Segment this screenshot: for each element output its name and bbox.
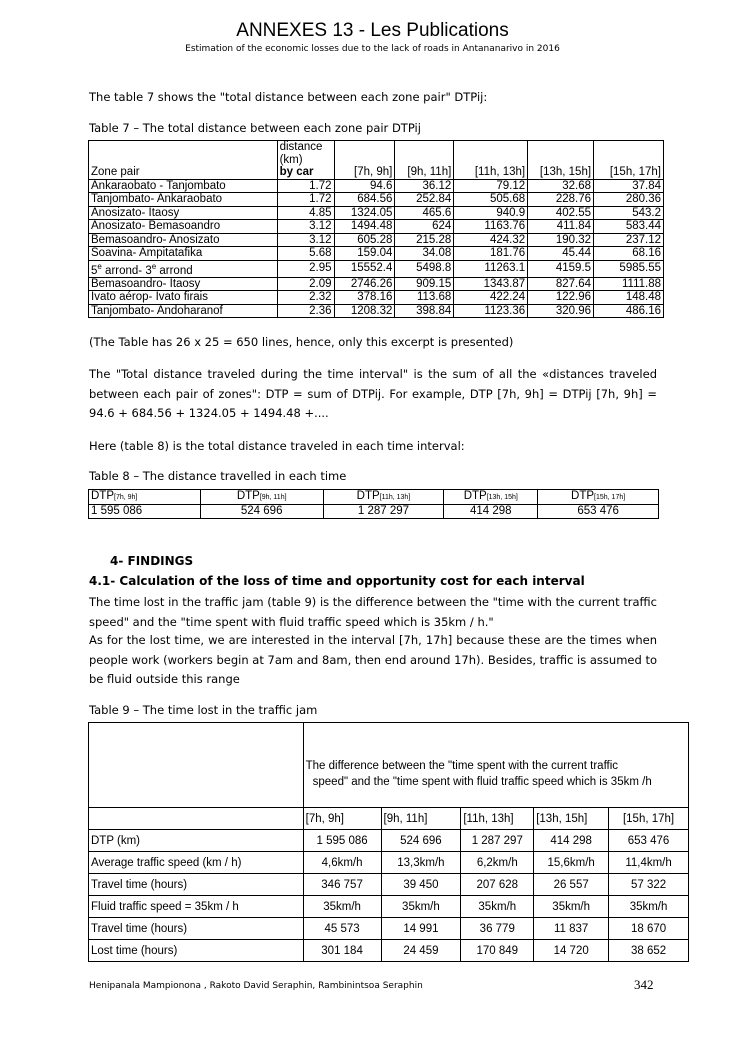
value-cell: 346 757 [303, 874, 381, 896]
value-cell: 38 652 [609, 940, 689, 962]
table9-header-row [89, 723, 689, 808]
interval-header: [15h, 17h] [609, 808, 689, 830]
interval-sub: [9h, 11h] [259, 494, 287, 501]
table9 [88, 722, 689, 962]
table7-header-car [277, 141, 334, 180]
value-cell: 57 322 [609, 874, 689, 896]
value-cell: 68.16 [594, 247, 664, 261]
table7-header-car-line3: by car [279, 166, 314, 178]
row-label: Average traffic speed (km / h) [89, 852, 304, 874]
table-row [89, 193, 664, 207]
value-cell: 411.84 [528, 220, 594, 234]
table9-header-cell [303, 723, 688, 808]
car-cell: 2.09 [277, 277, 334, 291]
table9-interval-corner [89, 808, 304, 830]
value-cell: 1324.05 [334, 206, 395, 220]
value-cell: 280.36 [594, 193, 664, 207]
table-row [89, 277, 664, 291]
value-cell: 32.68 [528, 179, 594, 193]
findings-paragraph-2: As for the lost time, we are interested in the interval [7h, 17h] because these are the times when people work (workers begin at 7am and 8am, then end around 17h). Besides, traffic is assumed to be fluid outside this range [89, 633, 657, 686]
value-cell: 5985.55 [594, 260, 664, 277]
value-cell: 45.44 [528, 247, 594, 261]
table9-header-line2: speed" and the "time spent with fluid traffic speed which is 35km /h [312, 776, 652, 788]
table-row [89, 247, 664, 261]
value-cell: 26 557 [534, 874, 609, 896]
dtp-label: DTP [463, 490, 487, 502]
table8-header-cell [444, 490, 538, 505]
car-cell: 1.72 [277, 193, 334, 207]
dtp-label: DTP [91, 490, 114, 502]
table-row [89, 874, 689, 896]
car-cell: 4.85 [277, 206, 334, 220]
car-cell: 3.12 [277, 220, 334, 234]
value-cell: 940.9 [454, 206, 528, 220]
table-row [89, 220, 664, 234]
table7-header-c5: [15h, 17h] [594, 141, 664, 180]
zone-cell [89, 260, 278, 277]
interval-sub: [13h, 15h] [486, 494, 518, 501]
value-cell: 414 298 [534, 830, 609, 852]
value-cell: 5498.8 [395, 260, 454, 277]
value-cell: 14 991 [381, 918, 461, 940]
value-cell: 18 670 [609, 918, 689, 940]
value-cell: 653 476 [609, 830, 689, 852]
table9-corner-cell [89, 723, 304, 808]
value-cell: 1208.32 [334, 304, 395, 318]
value-cell: 543.2 [594, 206, 664, 220]
table8 [88, 489, 659, 519]
value-cell: 465.6 [395, 206, 454, 220]
value-cell: 909.15 [395, 277, 454, 291]
zone-cell: Anosizato- Bemasoandro [89, 220, 278, 234]
table-row [89, 206, 664, 220]
table-row [89, 830, 689, 852]
table8-header-row [89, 490, 659, 505]
value-cell: 11,4km/h [609, 852, 689, 874]
interval-header: [7h, 9h] [303, 808, 381, 830]
zone-part: arrond- 3 [101, 264, 152, 277]
table7-header-c4: [13h, 15h] [528, 141, 594, 180]
value-cell: 684.56 [334, 193, 395, 207]
dtp-label: DTP [236, 490, 260, 502]
table9-header-line1: The difference between the "time spent with the current traffic [305, 760, 619, 772]
car-cell: 2.95 [277, 260, 334, 277]
table7-header-car-line1: distance [279, 141, 323, 153]
interval-header: [11h, 13h] [461, 808, 534, 830]
findings-subheading: 4.1- Calculation of the loss of time and opportunity cost for each interval [89, 574, 585, 588]
table7-header-zone: Zone pair [89, 141, 278, 180]
zone-part: arrond [156, 264, 193, 277]
value-cell: 79.12 [454, 179, 528, 193]
value-cell: 113.68 [395, 291, 454, 305]
table-row [89, 505, 659, 519]
car-cell: 2.32 [277, 291, 334, 305]
value-cell: 378.16 [334, 291, 395, 305]
table8-header-cell [89, 490, 201, 505]
value-cell: 1 595 086 [303, 830, 381, 852]
interval-header: [13h, 15h] [534, 808, 609, 830]
value-cell: 252.84 [395, 193, 454, 207]
value-cell: 159.04 [334, 247, 395, 261]
interval-sub: [15h, 17h] [594, 494, 626, 501]
car-cell: 2.36 [277, 304, 334, 318]
zone-cell: Bemasoandro- Anosizato [89, 233, 278, 247]
value-cell: 35km/h [303, 896, 381, 918]
value-cell: 424.32 [454, 233, 528, 247]
value-cell: 148.48 [594, 291, 664, 305]
value-cell: 1123.36 [454, 304, 528, 318]
car-cell: 1.72 [277, 179, 334, 193]
value-cell: 94.6 [334, 179, 395, 193]
table8-header-cell [200, 490, 323, 505]
value-cell: 11 837 [534, 918, 609, 940]
value-cell: 24 459 [381, 940, 461, 962]
value-cell: 15,6km/h [534, 852, 609, 874]
page-subtitle: Estimation of the economic losses due to the lack of roads in Antananarivo in 2016 [185, 44, 560, 54]
value-cell: 4159.5 [528, 260, 594, 277]
value-cell: 215.28 [395, 233, 454, 247]
value-cell: 35km/h [534, 896, 609, 918]
value-cell: 827.64 [528, 277, 594, 291]
value-cell: 2746.26 [334, 277, 395, 291]
value-cell: 39 450 [381, 874, 461, 896]
table-row [89, 918, 689, 940]
table-row [89, 260, 664, 277]
dtp-label: DTP [356, 490, 380, 502]
row-label: Travel time (hours) [89, 918, 304, 940]
value-cell: 207 628 [461, 874, 534, 896]
value-cell: 36.12 [395, 179, 454, 193]
value-cell: 35km/h [609, 896, 689, 918]
car-cell: 3.12 [277, 233, 334, 247]
value-cell: 35km/h [381, 896, 461, 918]
zone-cell: Ivato aérop- Ivato firais [89, 291, 278, 305]
zone-cell: Ankaraobato - Tanjombato [89, 179, 278, 193]
value-cell: 190.32 [528, 233, 594, 247]
table8-header-cell [538, 490, 659, 505]
interval-header: [9h, 11h] [381, 808, 461, 830]
findings-heading: 4- FINDINGS [110, 554, 194, 568]
value-cell: 181.76 [454, 247, 528, 261]
table-row [89, 304, 664, 318]
zone-sup: e [151, 261, 157, 271]
value-cell: 122.96 [528, 291, 594, 305]
value-cell: 1163.76 [454, 220, 528, 234]
value-cell: 11263.1 [454, 260, 528, 277]
value-cell: 170 849 [461, 940, 534, 962]
page-title: ANNEXES 13 - Les Publications [236, 20, 509, 41]
value-cell: 402.55 [528, 206, 594, 220]
value-cell: 34.08 [395, 247, 454, 261]
value-cell: 524 696 [381, 830, 461, 852]
value-cell: 1 595 086 [89, 505, 201, 519]
value-cell: 624 [395, 220, 454, 234]
value-cell: 320.96 [528, 304, 594, 318]
interval-sub: [7h, 9h] [114, 494, 138, 501]
table8-intro: Here (table 8) is the total distance traveled in each time interval: [89, 439, 465, 453]
value-cell: 1494.48 [334, 220, 395, 234]
value-cell: 301 184 [303, 940, 381, 962]
row-label: Lost time (hours) [89, 940, 304, 962]
table7-note: (The Table has 26 x 25 = 650 lines, hence, only this excerpt is presented) [89, 335, 514, 349]
intro-text: The table 7 shows the "total distance between each zone pair" DTPij: [89, 90, 488, 104]
value-cell: 653 476 [538, 505, 659, 519]
value-cell: 37.84 [594, 179, 664, 193]
table9-caption: Table 9 – The time lost in the traffic jam [89, 703, 318, 717]
value-cell: 583.44 [594, 220, 664, 234]
value-cell: 486.16 [594, 304, 664, 318]
table-row [89, 233, 664, 247]
table7-header-c2: [9h, 11h] [395, 141, 454, 180]
value-cell: 1343.87 [454, 277, 528, 291]
value-cell: 605.28 [334, 233, 395, 247]
table7-header-row [89, 141, 664, 180]
table7-caption: Table 7 – The total distance between each zone pair DTPij [89, 121, 421, 135]
value-cell: 505.68 [454, 193, 528, 207]
table-row [89, 896, 689, 918]
value-cell: 422.24 [454, 291, 528, 305]
table7-header-c3: [11h, 13h] [454, 141, 528, 180]
value-cell: 524 696 [200, 505, 323, 519]
table8-header-cell [323, 490, 444, 505]
table-row [89, 179, 664, 193]
value-cell: 6,2km/h [461, 852, 534, 874]
table-row [89, 852, 689, 874]
zone-cell: Anosizato- Itaosy [89, 206, 278, 220]
value-cell: 13,3km/h [381, 852, 461, 874]
table-row [89, 940, 689, 962]
table8-caption: Table 8 – The distance travelled in each time [89, 469, 347, 483]
zone-cell: Tanjombato- Andoharanof [89, 304, 278, 318]
car-cell: 5.68 [277, 247, 334, 261]
table7 [88, 140, 664, 318]
value-cell: 45 573 [303, 918, 381, 940]
row-label: Travel time (hours) [89, 874, 304, 896]
table7-header-car-line2: (km) [279, 153, 303, 166]
row-label: DTP (km) [89, 830, 304, 852]
table-row [89, 291, 664, 305]
zone-cell: Tanjombato- Ankaraobato [89, 193, 278, 207]
zone-cell: Bemasoandro- Itaosy [89, 277, 278, 291]
interval-sub: [11h, 13h] [379, 494, 411, 501]
value-cell: 1 287 297 [461, 830, 534, 852]
value-cell: 228.76 [528, 193, 594, 207]
value-cell: 237.12 [594, 233, 664, 247]
zone-sup: e [97, 261, 102, 271]
findings-paragraph-1: The time lost in the traffic jam (table 9) is the difference between the "time with the current traffic speed" and the "time spent with fluid traffic speed which is 35km / h." [89, 595, 657, 629]
page-number: 342 [634, 977, 654, 992]
value-cell: 36 779 [461, 918, 534, 940]
zone-cell: Soavina- Ampitatafika [89, 247, 278, 261]
value-cell: 14 720 [534, 940, 609, 962]
value-cell: 4,6km/h [303, 852, 381, 874]
table7-header-c1: [7h, 9h] [334, 141, 395, 180]
value-cell: 398.84 [395, 304, 454, 318]
zone-part: 5 [91, 264, 98, 277]
value-cell: 1 287 297 [323, 505, 444, 519]
table9-interval-row [89, 808, 689, 830]
footer-authors: Henipanala Mampionona , Rakoto David Seraphin, Rambinintsoa Seraphin [89, 981, 423, 991]
dtp-paragraph: The "Total distance traveled during the time interval" is the sum of all the «distances traveled between each pair of zones": DTP = sum of DTPij. For example, DTP [7h, 9h] = DTPij [7h, 9h] = 94.6 + 684.56 + 1324.05 + 1494.48 +.... [89, 367, 657, 420]
value-cell: 35km/h [461, 896, 534, 918]
value-cell: 414 298 [444, 505, 538, 519]
dtp-label: DTP [571, 490, 595, 502]
value-cell: 15552.4 [334, 260, 395, 277]
value-cell: 1111.88 [594, 277, 664, 291]
row-label: Fluid traffic speed = 35km / h [89, 896, 304, 918]
